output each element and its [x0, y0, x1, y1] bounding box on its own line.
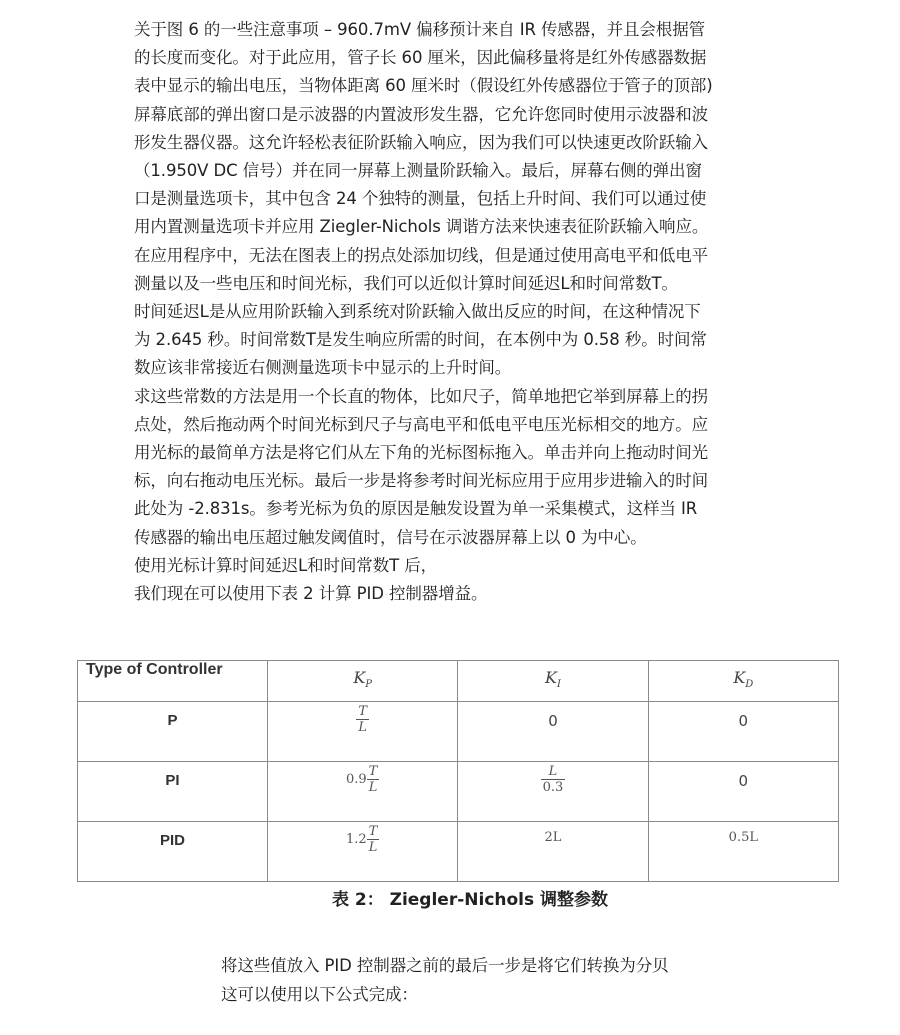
header-controller-type: Type of Controller: [78, 661, 268, 702]
table-row: [78, 762, 839, 822]
paragraph-line: 数应该非常接近右侧测量选项卡中显示的上升时间。: [134, 358, 512, 378]
paragraph-line: 测量以及一些电压和时间光标，我们可以近似计算时间延迟L和时间常数T。: [134, 273, 678, 293]
kp-numerator: T: [358, 704, 367, 719]
paragraph-line: 用内置测量选项卡并应用 Ziegler-Nichols 调谐方法来快速表征阶跃输入响应。: [134, 217, 709, 237]
table-row: [78, 822, 839, 882]
kd-cell: 0: [648, 702, 838, 762]
controller-type-cell: PI: [78, 762, 268, 822]
header-kd-symbol: K: [733, 668, 746, 687]
header-kd: [648, 661, 838, 702]
paragraph-line: 为 2.645 秒。时间常数T是发生响应所需的时间，在本例中为 0.58 秒。时间常: [134, 330, 707, 350]
ziegler-nichols-table: [77, 660, 839, 882]
paragraph-line: 关于图 6 的一些注意事项 – 960.7mV 偏移预计来自 IR 传感器，并且会根据管: [134, 20, 705, 39]
table-row: [78, 702, 839, 762]
kp-numerator: T: [368, 824, 378, 839]
header-ki-subscript: I: [556, 679, 561, 691]
paragraph-line: 我们现在可以使用下表 2 计算 PID 控制器增益。: [134, 584, 488, 604]
controller-type-cell: PID: [78, 822, 268, 882]
kp-coefficient: 1.2: [345, 832, 367, 847]
kp-denominator: L: [368, 840, 378, 855]
paragraph-line: 用光标的最简单方法是将它们从左下角的光标图标拖入。单击并向上拖动时间光: [134, 443, 709, 463]
header-kp: [268, 661, 458, 702]
kp-fraction: [367, 824, 380, 855]
kp-numerator: T: [368, 764, 378, 779]
table-caption: 表 2： Ziegler-Nichols 调整参数: [331, 890, 609, 910]
paragraph-line: 屏幕底部的弹出窗口是示波器的内置波形发生器，它允许您同时使用示波器和波: [134, 104, 709, 124]
paragraph-line: 的长度而变化。对于此应用，管子长 60 厘米，因此偏移量将是红外传感器数据: [134, 48, 707, 68]
kp-denominator: L: [358, 720, 367, 735]
paragraph-line: 标，向右拖动电压光标。最后一步是将参考时间光标应用于应用步进输入的时间: [134, 471, 709, 491]
controller-type-cell: P: [78, 702, 268, 762]
kp-cell: [268, 762, 458, 822]
paragraph-line: （1.950V DC 信号）并在同一屏幕上测量阶跃输入。最后，屏幕右侧的弹出窗: [134, 161, 702, 181]
paragraph-line: 此处为 -2.831s。参考光标为负的原因是触发设置为单一采集模式，这样当 IR: [134, 499, 698, 519]
ki-cell: 0: [458, 702, 648, 762]
paragraph-line: 点处，然后拖动两个时间光标到尺子与高电平和低电平电压光标相交的地方。应: [134, 414, 709, 434]
kp-fraction: [356, 704, 369, 735]
kp-denominator: L: [368, 780, 378, 795]
ki-cell: 2L: [458, 822, 648, 882]
ki-cell: [458, 762, 648, 822]
kp-fraction: [367, 764, 380, 795]
ki-numerator: L: [548, 764, 558, 779]
table-header-row: [78, 661, 839, 702]
paragraph-line: 求这些常数的方法是用一个长直的物体，比如尺子，简单地把它举到屏幕上的拐: [134, 386, 709, 406]
ki-fraction: [541, 764, 566, 795]
header-kp-subscript: P: [365, 679, 372, 691]
paragraph-line: 使用光标计算时间延迟L和时间常数T 后，: [134, 555, 438, 575]
paragraph-line: 这可以使用以下公式完成：: [221, 984, 418, 1004]
paragraph-line: 在应用程序中，无法在图表上的拐点处添加切线，但是通过使用高电平和低电平: [134, 245, 709, 265]
paragraph-line: 表中显示的输出电压，当物体距离 60 厘米时（假设红外传感器位于管子的顶部): [134, 76, 713, 96]
paragraph-line: 时间延迟L是从应用阶跃输入到系统对阶跃输入做出反应的时间，在这种情况下: [134, 302, 701, 322]
paragraph-line: 传感器的输出电压超过触发阈值时，信号在示波器屏幕上以 0 为中心。: [134, 527, 647, 547]
header-kp-symbol: K: [353, 668, 366, 687]
kd-cell: 0.5L: [648, 822, 838, 882]
paragraph-line: 口是测量选项卡，其中包含 24 个独特的测量，包括上升时间、我们可以通过使: [134, 189, 707, 209]
closing-paragraph: [221, 952, 669, 1009]
kp-cell: [268, 702, 458, 762]
kp-cell: [268, 822, 458, 882]
kd-cell: 0: [648, 762, 838, 822]
paragraph-line: 将这些值放入 PID 控制器之前的最后一步是将它们转换为分贝: [221, 956, 669, 975]
ki-denominator: 0.3: [542, 780, 564, 795]
header-kd-subscript: D: [745, 679, 754, 691]
kp-coefficient: 0.9: [345, 772, 367, 787]
header-ki: [458, 661, 648, 702]
body-paragraph: [134, 16, 814, 608]
paragraph-line: 形发生器仪器。这允许轻松表征阶跃输入响应，因为我们可以快速更改阶跃输入: [134, 132, 709, 152]
header-ki-symbol: K: [545, 668, 557, 687]
